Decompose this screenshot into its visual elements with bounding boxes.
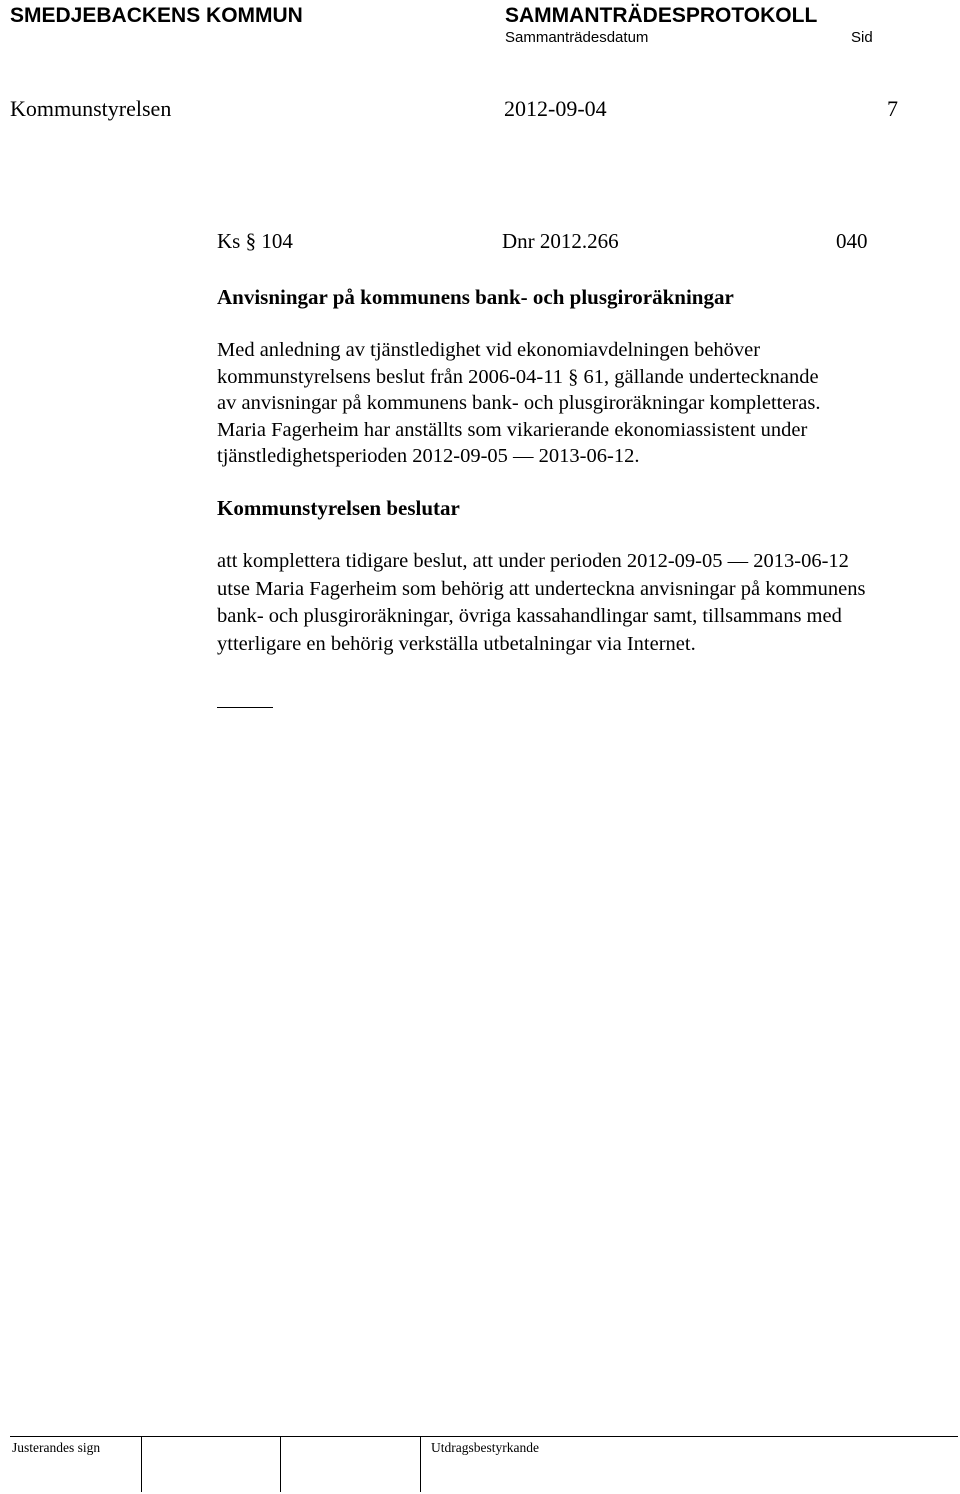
decision-heading: Kommunstyrelsen beslutar	[217, 496, 460, 520]
justering-label: Justerandes sign	[12, 1440, 101, 1455]
decision-line: ytterligare en behörig verkställa utbetalningar via Internet.	[217, 632, 696, 655]
paragraph-number: Ks § 104	[217, 229, 293, 253]
signature-divider	[280, 1436, 281, 1492]
body-line: tjänstledighetsperioden 2012-09-05 — 2013-06-12.	[217, 445, 640, 467]
end-of-item-rule	[217, 707, 273, 708]
body-line: kommunstyrelsens beslut från 2006-04-11 § 61, gällande undertecknande	[217, 365, 819, 388]
page-number: 7	[887, 96, 898, 121]
footer-top-line	[10, 1436, 958, 1437]
item-body	[217, 337, 947, 470]
document-type: SAMMANTRÄDESPROTOKOLL	[505, 4, 818, 27]
item-title: Anvisningar på kommunens bank- och plusgiroräkningar	[217, 285, 734, 309]
decision-line: att komplettera tidigare beslut, att under perioden 2012-09-05 — 2013-06-12	[217, 550, 849, 572]
signature-divider	[141, 1436, 142, 1492]
signature-divider	[420, 1436, 421, 1492]
archive-code: 040	[836, 229, 868, 253]
signature-footer	[0, 1436, 958, 1494]
utdrag-label: Utdragsbestyrkande	[431, 1440, 539, 1455]
meeting-date: 2012-09-04	[504, 96, 607, 121]
body-line: Maria Fagerheim har anställts som vikarierande ekonomiassistent under	[217, 418, 808, 441]
body-line: av anvisningar på kommunens bank- och plusgiroräkningar kompletteras.	[217, 392, 821, 414]
diary-number: Dnr 2012.266	[502, 229, 619, 253]
body-line: Med anledning av tjänstledighet vid ekonomiavdelningen behöver	[217, 339, 761, 361]
meeting-date-label: Sammanträdesdatum	[505, 29, 649, 46]
page-label: Sid	[851, 29, 873, 46]
decision-body	[217, 548, 952, 658]
municipality-name: SMEDJEBACKENS KOMMUN	[10, 4, 303, 27]
decision-line: utse Maria Fagerheim som behörig att underteckna anvisningar på kommunens	[217, 577, 866, 600]
decision-line: bank- och plusgiroräkningar, övriga kassahandlingar samt, tillsammans med	[217, 605, 842, 627]
governing-body: Kommunstyrelsen	[10, 96, 172, 121]
